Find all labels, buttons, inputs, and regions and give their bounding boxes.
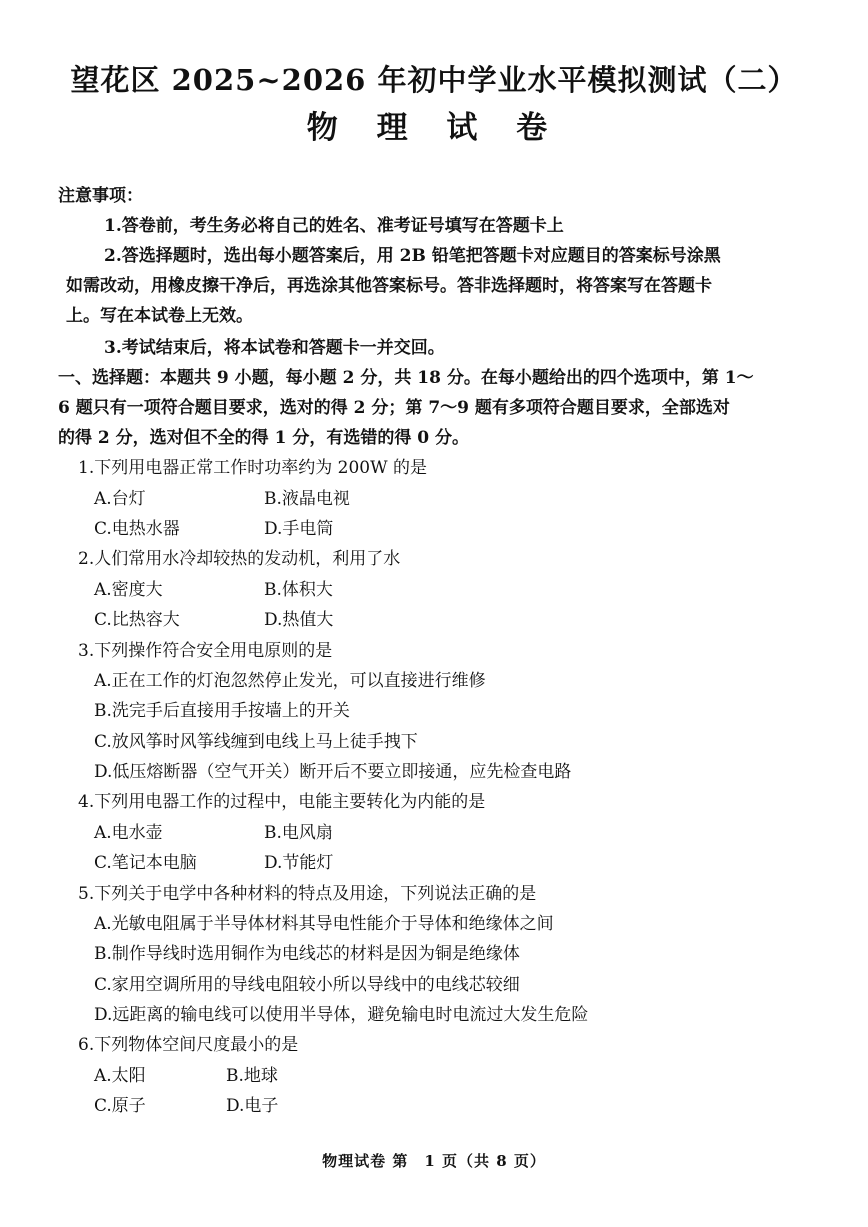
question-6-option-c: C.原子 [94,1096,146,1116]
question-6-option-a: A.太阳 [94,1066,146,1086]
page-footer: 物理试卷 第 1 页（共 8 页） [322,1152,546,1170]
question-3-option-c: C.放风筝时风筝线缠到电线上马上徒手拽下 [94,732,418,752]
question-3-option-d: D.低压熔断器（空气开关）断开后不要立即接通，应先检查电路 [94,762,572,782]
question-2-option-a: A.密度大 [94,580,163,600]
question-1-option-a: A.台灯 [94,489,146,509]
section-instructions-line-2: 6 题只有一项符合题目要求，选对的得 2 分；第 7～9 题有多项符合题目要求，全部选对 [58,398,730,418]
question-3-option-b: B.洗完手后直接用手按墙上的开关 [94,701,350,721]
question-6-stem: 6.下列物体空间尺度最小的是 [78,1035,299,1055]
question-2-stem: 2.人们常用水冷却较热的发动机，利用了水 [78,549,401,569]
question-4-option-b: B.电风扇 [264,823,333,843]
question-3-stem: 3.下列操作符合安全用电原则的是 [78,641,333,661]
question-5-option-b: B.制作导线时选用铜作为电线芯的材料是因为铜是绝缘体 [94,944,520,964]
question-2-option-b: B.体积大 [264,580,333,600]
question-2-option-d: D.热值大 [264,610,334,630]
question-4-option-d: D.节能灯 [264,853,334,873]
notice-item-2-line-1: 2.答选择题时，选出每小题答案后，用 2B 铅笔把答题卡对应题目的答案标号涂黑 [104,246,721,266]
question-6-option-d: D.电子 [226,1096,279,1116]
question-5-option-a: A.光敏电阻属于半导体材料其导电性能介于导体和绝缘体之间 [94,914,554,934]
question-2-option-c: C.比热容大 [94,610,180,630]
notice-item-3: 3.考试结束后，将本试卷和答题卡一并交回。 [104,338,445,358]
question-5-option-c: C.家用空调所用的导线电阻较小所以导线中的电线芯较细 [94,975,520,995]
notice-heading: 注意事项： [58,186,143,206]
question-4-stem: 4.下列用电器工作的过程中，电能主要转化为内能的是 [78,792,486,812]
page-title: 望花区 2025~2026 年初中学业水平模拟测试（二） [70,63,798,97]
section-instructions-line-1: 一、选择题：本题共 9 小题，每小题 2 分，共 18 分。在每小题给出的四个选项中，第 1～ [58,368,754,388]
question-1-option-c: C.电热水器 [94,519,180,539]
question-1-option-b: B.液晶电视 [264,489,350,509]
notice-item-1: 1.答卷前，考生务必将自己的姓名、准考证号填写在答题卡上 [104,216,564,236]
question-5-stem: 5.下列关于电学中各种材料的特点及用途，下列说法正确的是 [78,884,537,904]
question-4-option-a: A.电水壶 [94,823,163,843]
question-1-option-d: D.手电筒 [264,519,334,539]
question-6-option-b: B.地球 [226,1066,278,1086]
notice-item-2-line-2: 如需改动，用橡皮擦干净后，再选涂其他答案标号。答非选择题时，将答案写在答题卡 [66,276,712,296]
question-5-option-d: D.远距离的输电线可以使用半导体，避免输电时电流过大发生危险 [94,1005,589,1025]
page-subtitle: 物 理 试 卷 [306,110,562,146]
question-3-option-a: A.正在工作的灯泡忽然停止发光，可以直接进行维修 [94,671,486,691]
notice-item-2-line-3: 上。写在本试卷上无效。 [66,306,253,326]
question-4-option-c: C.笔记本电脑 [94,853,197,873]
section-instructions-line-3: 的得 2 分，选对但不全的得 1 分，有选错的得 0 分。 [58,428,469,448]
question-1-stem: 1.下列用电器正常工作时功率约为 200W 的是 [78,458,427,478]
